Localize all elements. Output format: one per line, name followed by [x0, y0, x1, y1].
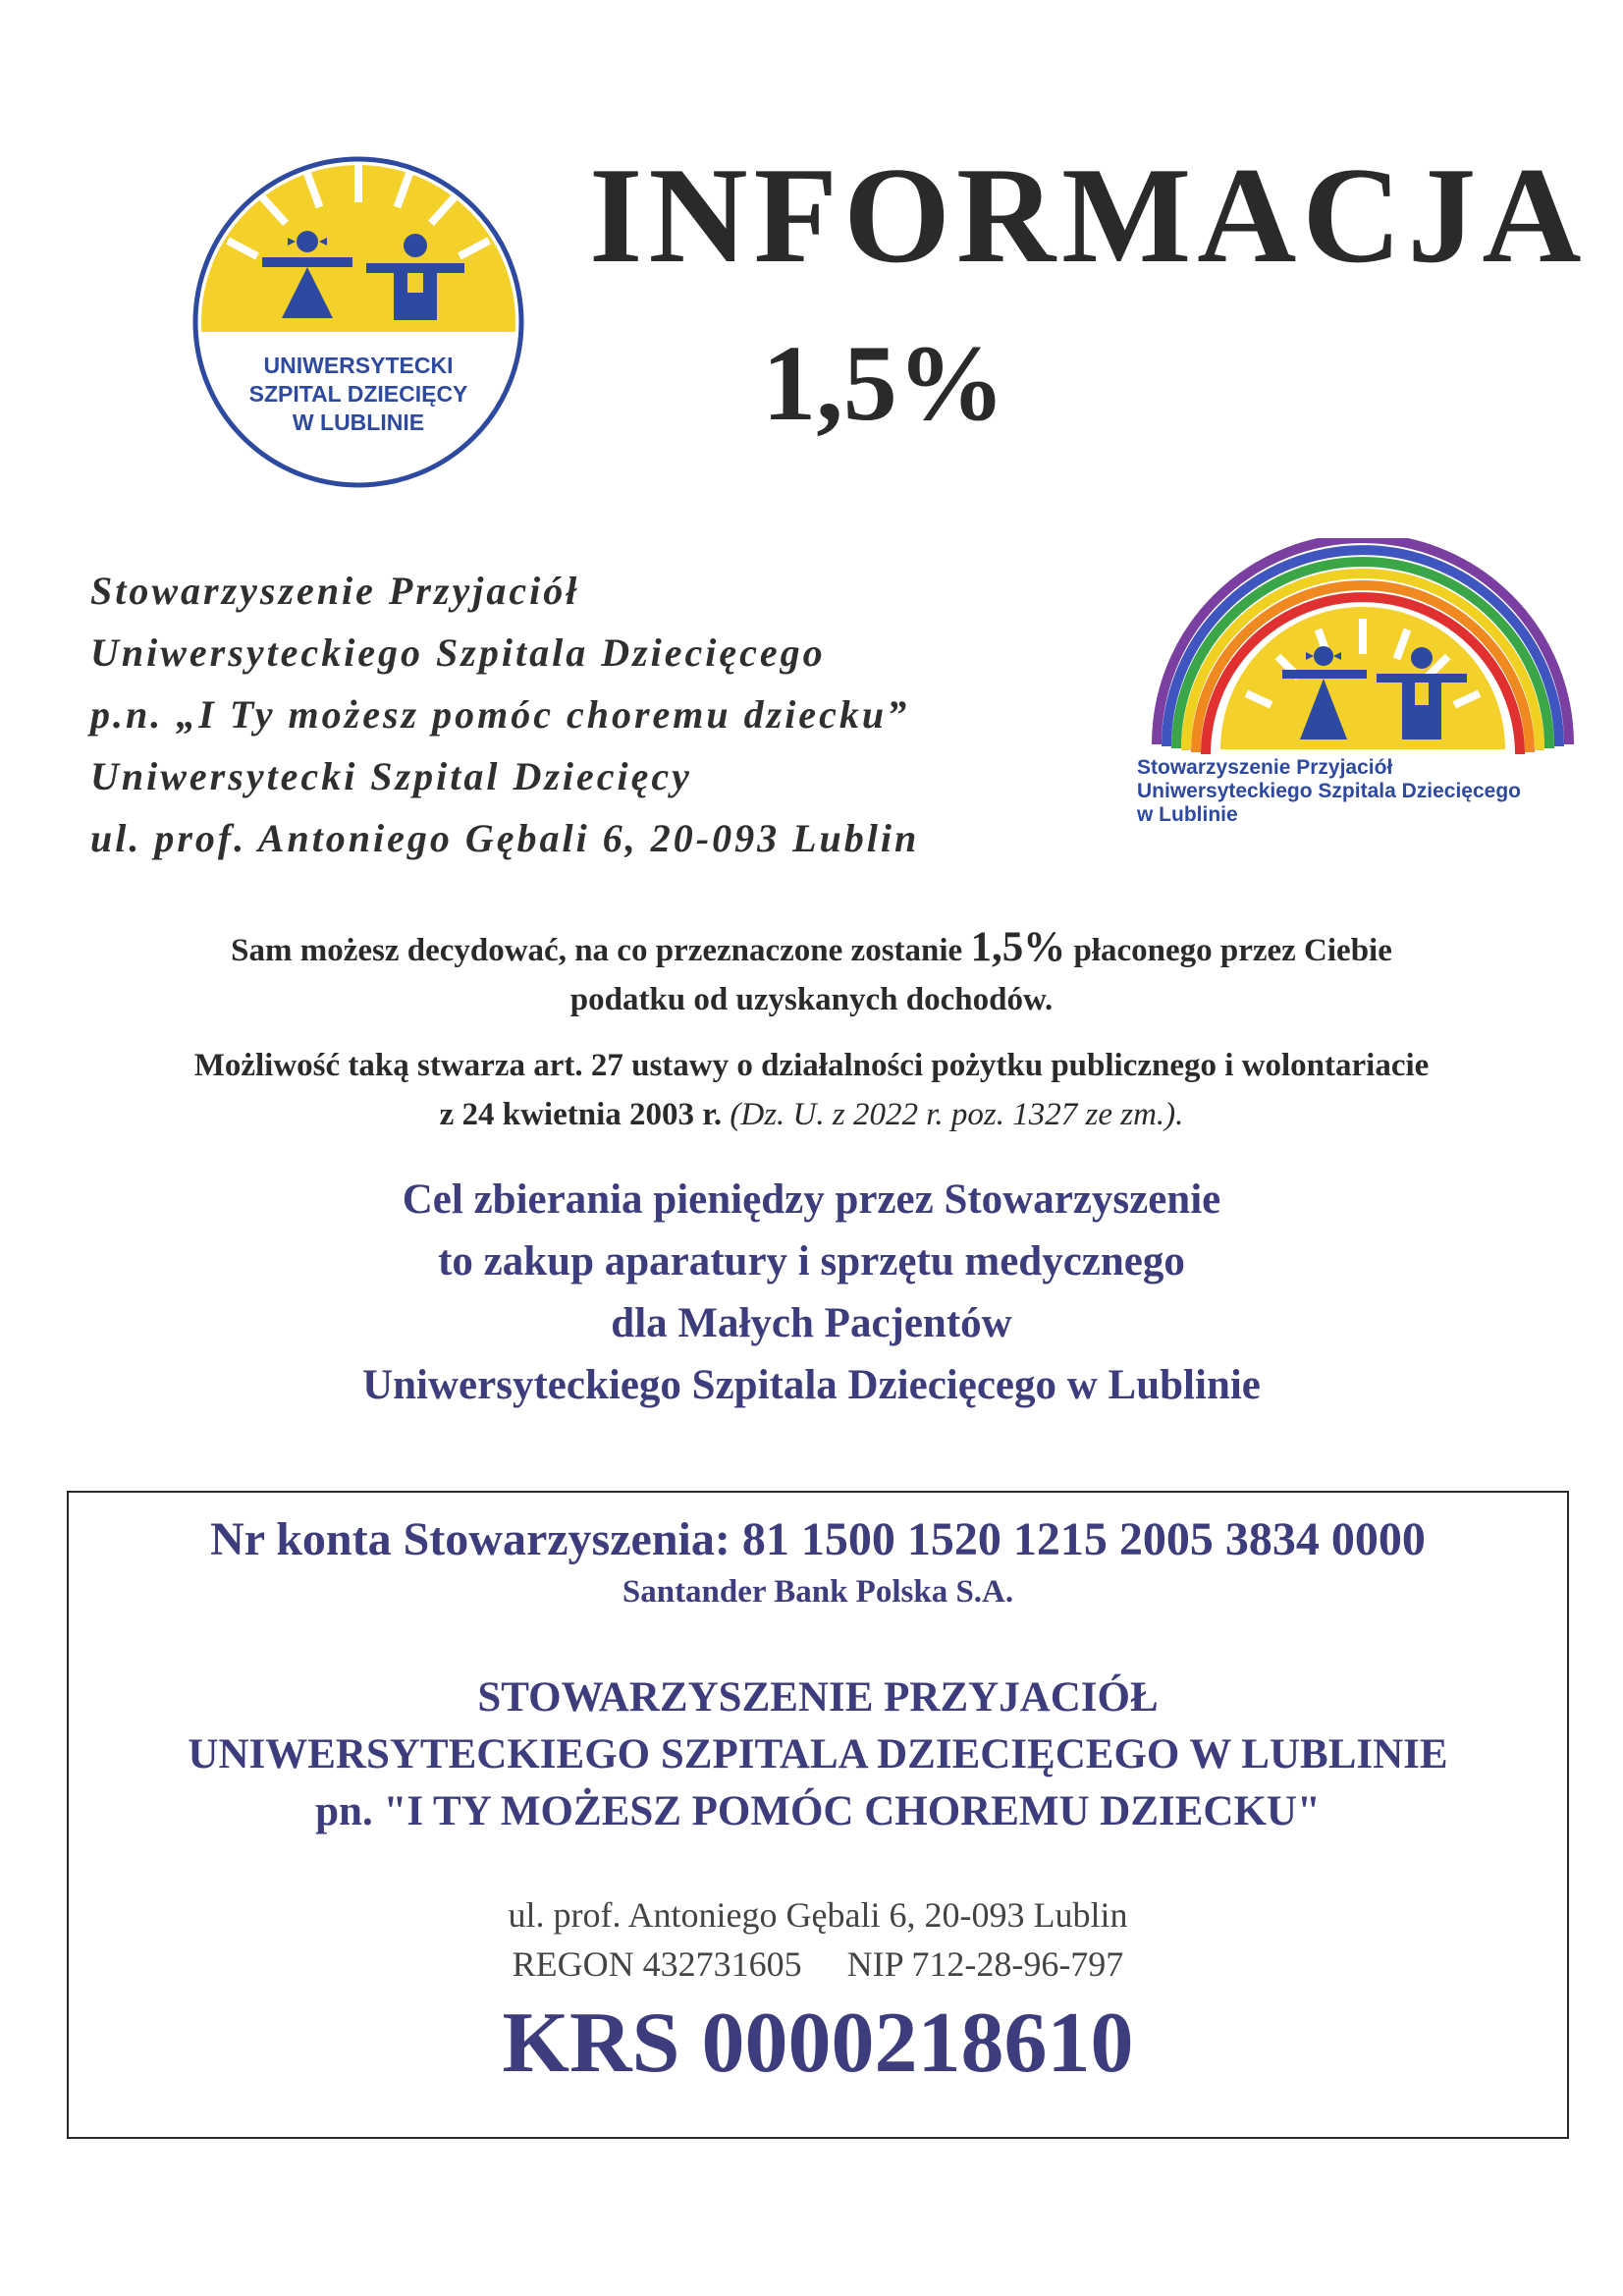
- paragraph-legal: [59, 1041, 1564, 1139]
- association-logo-line: w Lublinie: [1137, 803, 1238, 826]
- organization-line: p.n. „I Ty możesz pomóc choremu dziecku”: [90, 692, 910, 737]
- goal-line: Cel zbierania pieniędzy przez Stowarzyszenie: [402, 1176, 1221, 1223]
- paragraph-text: płaconego przez Ciebie: [1065, 933, 1392, 968]
- account-box: [67, 1491, 1569, 2139]
- association-name-line: pn. "I TY MOŻESZ POMÓC CHOREMU DZIECKU": [315, 1788, 1321, 1834]
- hospital-logo-line: UNIWERSYTECKI: [263, 353, 454, 378]
- goal-line: to zakup aparatury i sprzętu medycznego: [438, 1238, 1185, 1285]
- paragraph-line: [59, 1090, 1564, 1139]
- address-line: ul. prof. Antoniego Gębali 6, 20-093 Lublin: [508, 1895, 1128, 1935]
- hospital-logo-line: SZPITAL DZIECIĘCY: [248, 381, 468, 407]
- hospital-logo: [191, 155, 525, 489]
- hospital-logo-line: W LUBLINIE: [292, 410, 425, 435]
- organization-block: [90, 560, 1131, 869]
- paragraph-text: Sam możesz decydować, na co przeznaczone zostanie: [231, 933, 971, 968]
- regon-number: REGON 432731605: [512, 1944, 802, 1984]
- percent-inline: 1,5%: [970, 924, 1066, 970]
- account-number: Nr konta Stowarzyszenia: 81 1500 1520 1215 2005 3834 0000: [210, 1513, 1426, 1565]
- goal-line: Uniwersyteckiego Szpitala Dziecięcego w Lublinie: [362, 1362, 1261, 1408]
- paragraph-line: Możliwość taką stwarza art. 27 ustawy o działalności pożytku publicznego i wolontariacie: [193, 1048, 1430, 1083]
- organization-line: ul. prof. Antoniego Gębali 6, 20-093 Lublin: [90, 816, 920, 860]
- nip-number: NIP 712-28-96-797: [846, 1944, 1124, 1984]
- association-logo-text: [1137, 756, 1589, 827]
- krs-number: KRS 0000218610: [502, 1995, 1134, 2091]
- association-logo-line: Uniwersyteckiego Szpitala Dziecięcego: [1137, 780, 1521, 802]
- organization-line: Uniwersyteckiego Szpitala Dziecięcego: [90, 630, 826, 675]
- bank-name: Santander Bank Polska S.A.: [622, 1574, 1014, 1610]
- association-logo-graphic: [1137, 538, 1589, 754]
- paragraph-line: podatku od uzyskanych dochodów.: [569, 982, 1054, 1017]
- address-block: [69, 1890, 1567, 1989]
- association-logo: [1137, 538, 1589, 843]
- percent-heading: 1,5%: [762, 323, 1005, 443]
- organization-line: Stowarzyszenie Przyjaciół: [90, 569, 580, 613]
- organization-line: Uniwersytecki Szpital Dziecięcy: [90, 754, 692, 798]
- association-name-line: UNIWERSYTECKIEGO SZPITALA DZIECIĘCEGO W LUBLINIE: [188, 1731, 1448, 1777]
- page-title: INFORMACJA: [589, 139, 1588, 292]
- association-name-line: STOWARZYSZENIE PRZYJACIÓŁ: [477, 1674, 1159, 1721]
- hospital-logo-graphic: [191, 155, 525, 489]
- legal-reference: (Dz. U. z 2022 r. poz. 1327 ze zm.).: [730, 1097, 1184, 1132]
- association-name: [69, 1669, 1567, 1840]
- hospital-logo-text: [191, 352, 525, 437]
- registry-line: [69, 1940, 1567, 1989]
- goal-block: [59, 1169, 1564, 1416]
- paragraph-decide: [59, 923, 1564, 1024]
- association-logo-line: Stowarzyszenie Przyjaciół: [1137, 756, 1393, 779]
- paragraph-line: [59, 923, 1564, 975]
- goal-line: dla Małych Pacjentów: [611, 1300, 1012, 1346]
- paragraph-text: z 24 kwietnia 2003 r.: [439, 1097, 730, 1132]
